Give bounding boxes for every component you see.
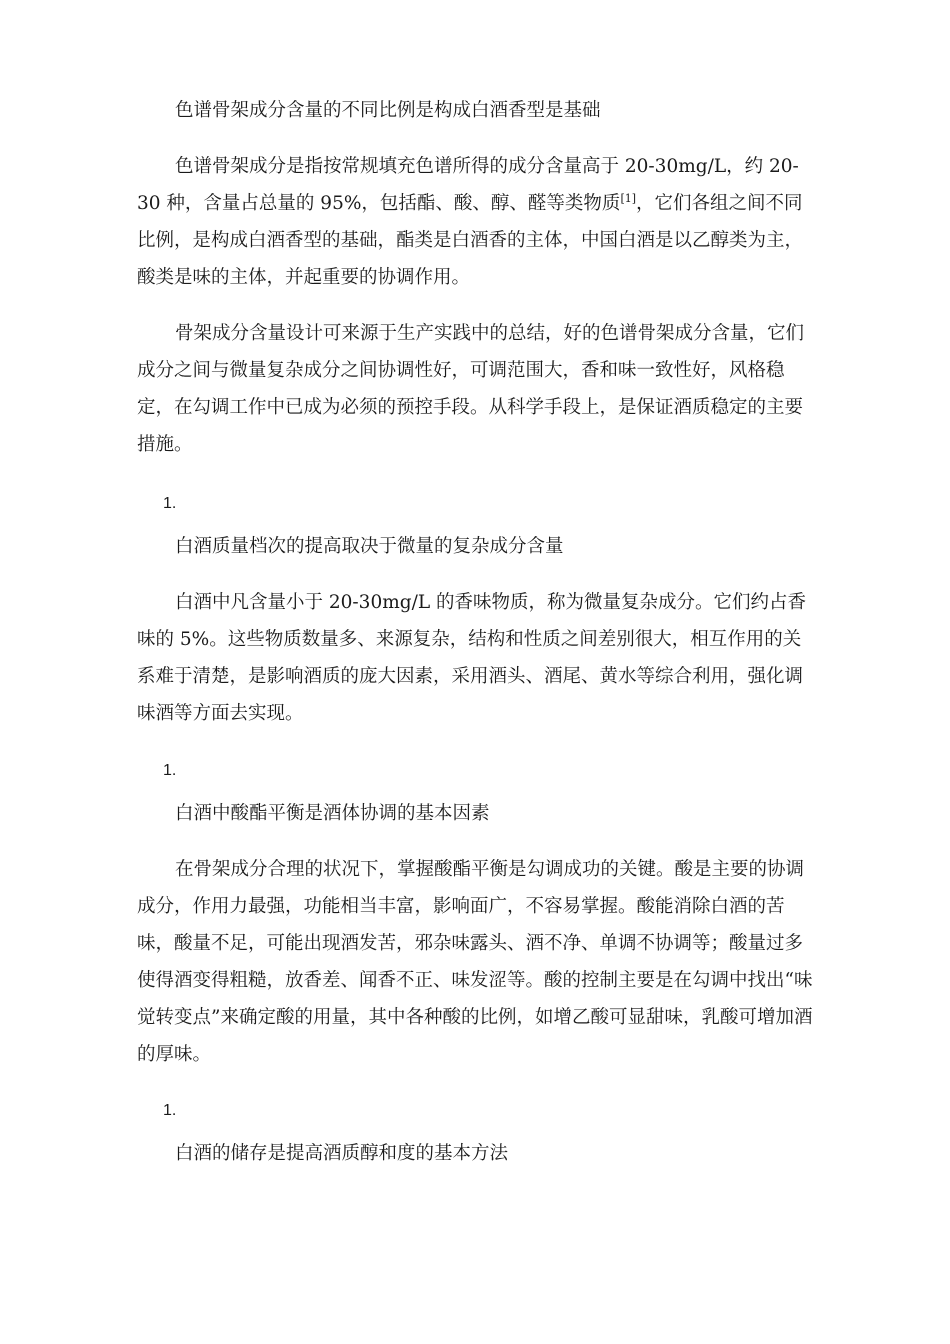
- section-heading: 白酒的储存是提高酒质醇和度的基本方法: [175, 1143, 509, 1164]
- list-number: 1.: [163, 495, 177, 512]
- body-paragraph: 白酒中凡含量小于 20-30mg/L 的香味物质，称为微量复杂成分。它们约占香味的 5%。这些物质数量多、来源复杂，结构和性质之间差别很大，相互作用的关系难于清楚，是影响酒质的庞大因素，采用酒头、酒尾、黄水等综合利用，强化调味酒等方面去实现。: [137, 592, 806, 724]
- paragraph-text: ，它们各组之间不同比例，是构成白酒香型的基础，酯类是白酒香的主体，中国白酒是以乙醇类为主，酸类是味的主体，并起重要的协调作用。: [137, 193, 804, 288]
- body-paragraph: 骨架成分含量设计可来源于生产实践中的总结，好的色谱骨架成分含量，它们成分之间与微量复杂成分之间协调性好，可调范围大，香和味一致性好，风格稳定，在勾调工作中已成为必须的预控手段。从科学手段上，是保证酒质稳定的主要措施。: [137, 323, 805, 455]
- list-number: 1.: [163, 1102, 177, 1119]
- citation-marker[interactable]: [1]: [620, 191, 637, 205]
- list-number: 1.: [163, 762, 177, 779]
- body-paragraph: [137, 148, 813, 296]
- paragraph-text: 色谱骨架成分是指按常规填充色谱所得的成分含量高于 20-30mg/L，约 20-30 种，含量占总量的 95%，包括酯、酸、醇、醛等类物质: [137, 156, 799, 214]
- body-paragraph: 在骨架成分合理的状况下，掌握酸酯平衡是勾调成功的关键。酸是主要的协调成分，作用力最强，功能相当丰富，影响面广，不容易掌握。酸能消除白酒的苦味，酸量不足，可能出现酒发苦，邪杂味露头、酒不净、单调不协调等；酸量过多使得酒变得粗糙，放香差、闻香不正、味发涩等。酸的控制主要是在勾调中找出“味觉转变点”来确定酸的用量，其中各种酸的比例，如增乙酸可显甜味，乳酸可增加酒的厚味。: [137, 859, 813, 1065]
- section-heading: 白酒质量档次的提高取决于微量的复杂成分含量: [175, 536, 564, 557]
- section-heading: 白酒中酸酯平衡是酒体协调的基本因素: [175, 803, 490, 824]
- section-heading: 色谱骨架成分含量的不同比例是构成白酒香型是基础: [175, 100, 601, 121]
